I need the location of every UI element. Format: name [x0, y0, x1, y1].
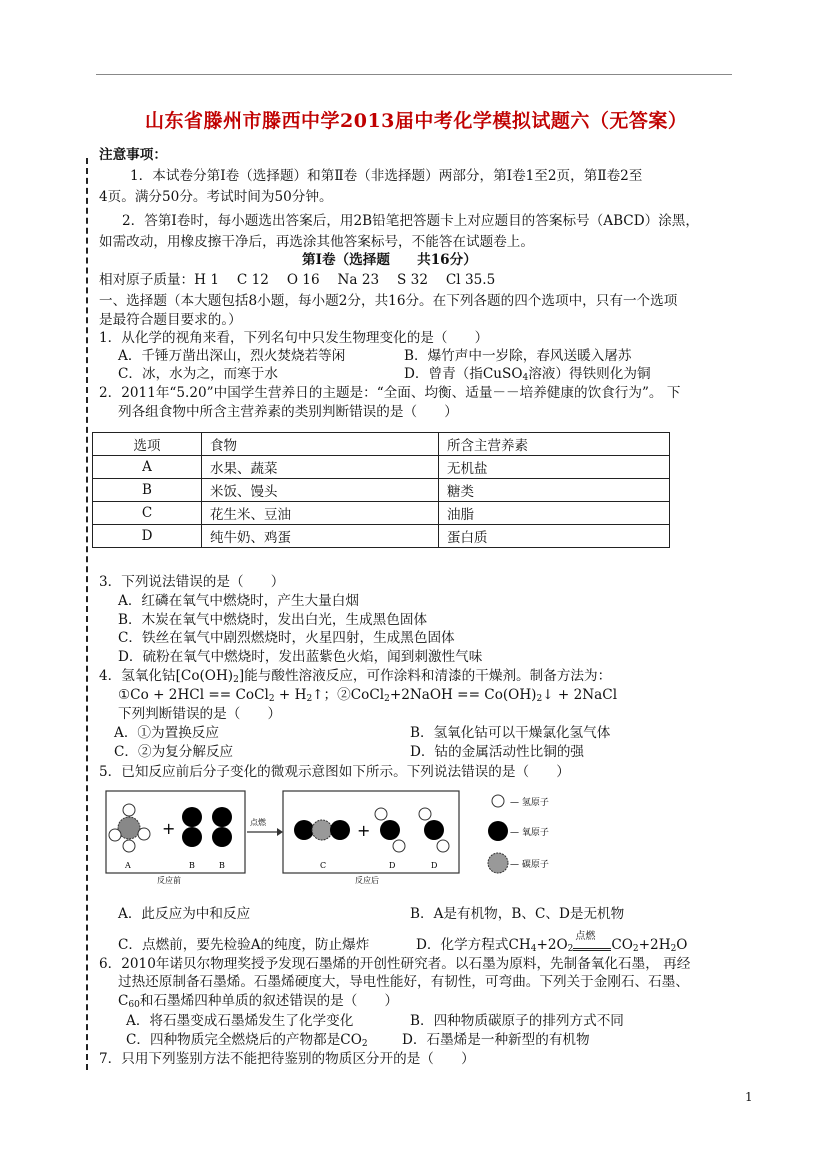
oxygen-legend-icon: [488, 821, 508, 841]
q4-stem: 4．氢氧化钴$[Co(OH)_2]$能与酸性溶液反应，可作涂料和清漆的干燥剂。制备方法为：: [99, 668, 612, 685]
table-cell: 水果、蔬菜: [202, 456, 439, 479]
q6-line-1: 6．2010年诺贝尔物理奖授予发现石墨烯的开创性研究者。以石墨为原料，先制备氧化石墨， 再经: [99, 956, 691, 972]
carbon-legend-icon: [488, 853, 508, 873]
legend-hydrogen: — 氢原子: [510, 798, 549, 808]
q6-line-3: $C_{60}$和石墨烯四种单质的叙述错误的是（ ）: [118, 993, 399, 1010]
q6-option-d: D．石墨烯是一种新型的有机物: [402, 1032, 590, 1048]
oxygen-molecule-2: [212, 807, 232, 847]
q6-line-2: 过热还原制备石墨烯。石墨烯硬度大，导电性能好，有韧性，可弯曲。下列关于金刚石、石墨、: [118, 974, 689, 990]
caption-before: 反应前: [157, 876, 181, 885]
legend-oxygen: — 氧原子: [510, 828, 549, 838]
q2-stem-1: 2．2011年“5.20”中国学生营养日的主题是：“全面、均衡、适量－－培养健康的饮食行为”。 下: [99, 385, 681, 401]
co2-molecule: [294, 820, 350, 840]
table-header-cell: 选项: [93, 433, 202, 456]
notice-line-3: 2．答第Ⅰ卷时，每小题选出答案后，用2B铅笔把答题卡上对应题目的答案标号（ABCD）涂黑，: [122, 213, 699, 229]
table-cell: 油脂: [439, 502, 670, 525]
notice-line-4: 如需改动，用橡皮擦干净后，再选涂其他答案标号，不能答在试题卷上。: [99, 234, 534, 250]
q5-option-d: D．化学方程式$CH_4+2O_2$ 点燃 $CO_2+2H_2O$: [416, 936, 687, 958]
q3-stem: 3．下列说法错误的是（ ）: [99, 574, 285, 590]
q4-option-d: D．钴的金属活动性比铜的强: [410, 744, 585, 760]
q2-stem-2: 列各组食物中所含主营养素的类别判断错误的是（ ）: [118, 404, 458, 420]
q6-option-a: A．将石墨变成石墨烯发生了化学变化: [126, 1013, 354, 1029]
methane-molecule: [109, 804, 150, 852]
table-cell: C: [93, 502, 202, 525]
reaction-condition: 点燃: [575, 931, 596, 942]
q4-sub-stem: 下列判断错误的是（ ）: [118, 706, 282, 722]
q6-option-b: B．四种物质碳原子的排列方式不同: [410, 1013, 624, 1029]
notice-line-1: 1．本试卷分第Ⅰ卷（选择题）和第Ⅱ卷（非选择题）两部分，第Ⅰ卷1至2页，第Ⅱ卷2至: [130, 168, 643, 184]
page-number: 1: [745, 1090, 753, 1104]
water-molecule-1: [375, 808, 405, 852]
q3-option-d: D．硫粉在氧气中燃烧时，发出蓝紫色火焰，闻到刺激性气味: [118, 649, 483, 665]
label-b2: B: [219, 861, 225, 870]
notice-heading: 注意事项：: [99, 147, 167, 163]
hydrogen-legend-icon: [492, 795, 504, 807]
q3-option-b: B．木炭在氧气中燃烧时，发出白光，生成黑色固体: [118, 612, 428, 628]
table-header-cell: 食物: [202, 433, 439, 456]
label-c: C: [320, 861, 327, 870]
part1-line-1: 一、选择题（本大题包括8小题，每小题2分，共16分。在下列各题的四个选项中，只有一个选项: [99, 293, 678, 309]
table-row: [93, 456, 670, 479]
q5-option-a: A．此反应为中和反应: [118, 906, 251, 922]
table-cell: A: [93, 456, 202, 479]
q3-option-c: C．铁丝在氧气中剧烈燃烧时，火星四射，生成黑色固体: [118, 630, 455, 646]
table-header-row: [93, 433, 670, 456]
legend-carbon: — 碳原子: [510, 860, 549, 870]
table-cell: 米饭、馒头: [202, 479, 439, 502]
table-cell: 花生米、豆油: [202, 502, 439, 525]
q6-option-c: C．四种物质完全燃烧后的产物都是$CO_2$: [126, 1032, 368, 1049]
q4-equations: ①Co + 2HCl == CoCl$_2$ + $H_2↑$；②CoCl$_2$+2NaOH == $Co(OH)_2↓$ + 2NaCl: [118, 687, 618, 704]
plus-sign-2: +: [357, 821, 371, 840]
table-cell: 无机盐: [439, 456, 670, 479]
table-cell: 糖类: [439, 479, 670, 502]
oxygen-molecule-1: [182, 807, 202, 847]
nutrition-table: [92, 432, 670, 548]
table-cell: 纯牛奶、鸡蛋: [202, 525, 439, 548]
q4-option-b: B．氢氧化钴可以干燥氯化氢气体: [410, 725, 611, 741]
q1-stem: 1．从化学的视角来看，下列名句中只发生物理变化的是（ ）: [99, 330, 489, 346]
atomic-mass: 相对原子质量：H 1 C 12 O 16 Na 23 S 32 Cl 35.5: [99, 272, 496, 288]
table-cell: 蛋白质: [439, 525, 670, 548]
q4-option-c: C．②为复分解反应: [114, 744, 234, 760]
header-rule: [96, 74, 732, 75]
label-a: A: [125, 861, 131, 870]
arrow-label: 点燃: [250, 818, 266, 827]
q1-option-a: A．千锤万凿出深山，烈火焚烧若等闲: [118, 348, 346, 364]
molecule-diagram: [105, 790, 625, 885]
q5-option-c: C．点燃前，要先检验A的纯度，防止爆炸: [118, 937, 370, 953]
label-d1: D: [389, 861, 396, 870]
water-molecule-2: [419, 808, 449, 852]
label-d2: D: [431, 861, 438, 870]
table-header-cell: 所含主营养素: [439, 433, 670, 456]
q5-stem: 5．已知反应前后分子变化的微观示意图如下所示。下列说法错误的是（ ）: [99, 764, 570, 780]
q1-option-d: D．曾青（指CuSO$_4$溶液）得铁则化为铜: [404, 366, 651, 383]
notice-line-2: 4页。满分50分。考试时间为50分钟。: [99, 189, 333, 205]
table-row: [93, 525, 670, 548]
table-cell: D: [93, 525, 202, 548]
binding-dashed-line: [86, 158, 88, 1070]
arrow-head-icon: [277, 828, 283, 836]
part1-line-2: 是最符合题目要求的。）: [99, 312, 242, 328]
q5-option-b: B．A是有机物，B、C、D是无机物: [410, 906, 625, 922]
q4-option-a: A．①为置换反应: [114, 725, 219, 741]
q3-option-a: A．红磷在氧气中燃烧时，产生大量白烟: [118, 593, 359, 609]
q1-option-c: C．冰，水为之，而寒于水: [118, 366, 278, 382]
q7-stem: 7．只用下列鉴别方法不能把待鉴别的物质区分开的是（ ）: [99, 1051, 475, 1067]
label-b1: B: [189, 861, 195, 870]
section-heading: 第Ⅰ卷（选择题 共16分）: [302, 252, 477, 268]
caption-after: 反应后: [355, 876, 379, 885]
table-cell: B: [93, 479, 202, 502]
q1-option-b: B．爆竹声中一岁除，春风送暖入屠苏: [404, 348, 632, 364]
table-row: [93, 502, 670, 525]
table-row: [93, 479, 670, 502]
plus-sign-1: +: [162, 819, 176, 838]
document-title: 山东省滕州市滕西中学2013届中考化学模拟试题六（无答案）: [145, 110, 688, 132]
